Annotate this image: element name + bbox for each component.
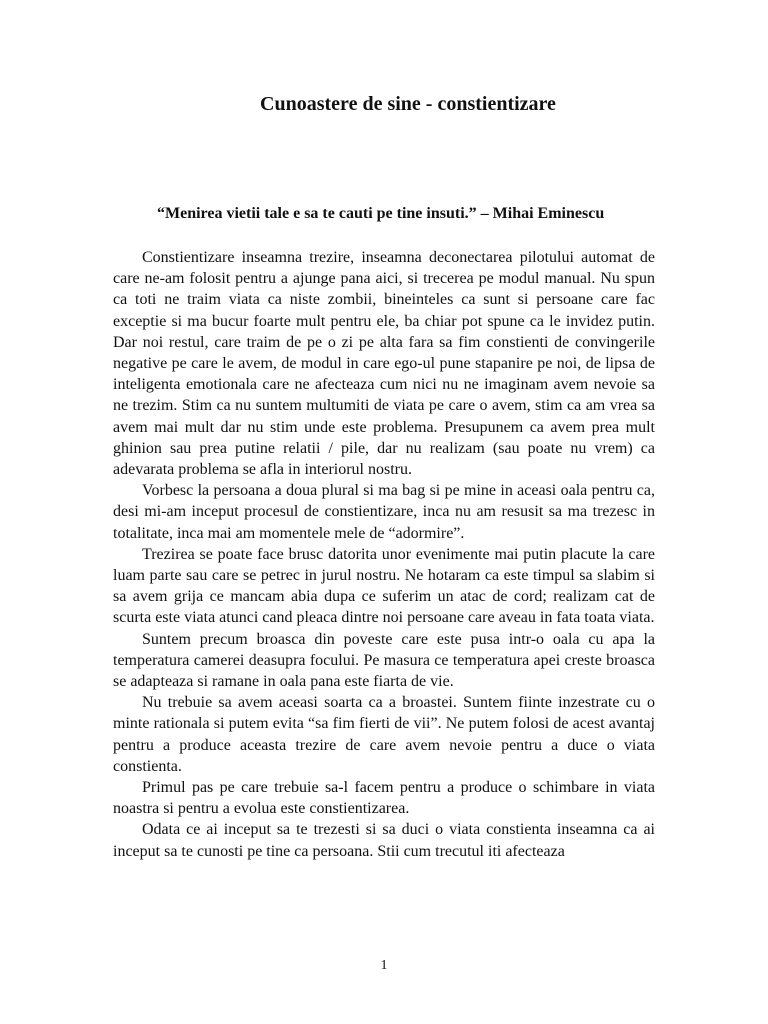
paragraph: Suntem precum broasca din poveste care este pusa intr-o oala cu apa la temperatura camerei deasupra focului. Pe masura ce temperatura apei creste broasca se adapteaza si ramane in oala pana este fiarta de vie.: [113, 630, 655, 691]
epigraph-quote: “Menirea vietii tale e sa te cauti pe tine insuti.” – Mihai Eminescu: [157, 205, 605, 222]
paragraph: Constientizare inseamna trezire, inseamna deconectarea pilotului automat de care ne-am folosit pentru a ajunge pana aici, si trecerea pe modul manual. Nu spun ca toti ne traim viata ca niste zombii, bineinteles ca sunt si persoane care fac exceptie si ma bucur foarte mult pentru ele, ba chiar pot spune ca le invidez putin. Dar noi restul, care traim de pe o zi pe alta fara sa fim constienti de convingerile negative pe care le avem, de modul in care ego-ul pune stapanire pe noi, de lipsa de inteligenta emotionala care ne afecteaza cum nici nu ne imaginam avem nevoie sa ne trezim. Stim ca nu suntem multumiti de viata pe care o avem, stim ca am vrea sa avem mai mult dar nu stim unde este problema. Presupunem ca avem prea mult ghinion sau prea putine relatii / pile, dar nu realizam (sau poate nu vrem) ca adevarata problema se afla in interiorul nostru.: [113, 249, 655, 479]
paragraph: Vorbesc la persoana a doua plural si ma bag si pe mine in aceasi oala pentru ca, desi mi-am inceput procesul de constientizare, inca nu am resusit sa ma trezesc in totalitate, inca mai am momentele mele de “adormire”.: [113, 482, 655, 542]
paragraph: Trezirea se poate face brusc datorita unor evenimente mai putin placute la care luam parte sau care se petrec in jurul nostru. Ne hotaram ca este timpul sa slabim si sa avem grija ce mancam abia dupa ce suferim un atac de cord; realizam cat de scurta este viata atunci cand pleaca dintre noi persoane care aveau in fata toata viata.: [113, 545, 655, 627]
paragraph: Odata ce ai inceput sa te trezesti si sa duci o viata constienta inseamna ca ai inceput sa te cunosti pe tine ca persoana. Stii cum trecutul iti afecteaza: [113, 821, 655, 860]
paragraph: Primul pas pe care trebuie sa-l facem pentru a produce o schimbare in viata noastra si pentru a evolua este constientizarea.: [113, 779, 655, 818]
document-title: Cunoastere de sine - constientizare: [260, 93, 556, 115]
page-number: 1: [380, 958, 388, 973]
paragraph: Nu trebuie sa avem aceasi soarta ca a broastei. Suntem fiinte inzestrate cu o minte rationala si putem evita “sa fim fierti de vii”. Ne putem folosi de acest avantaj pentru a produce aceasta trezire de care avem nevoie pentru a duce o viata constienta.: [113, 694, 655, 775]
document-body: [113, 247, 655, 862]
